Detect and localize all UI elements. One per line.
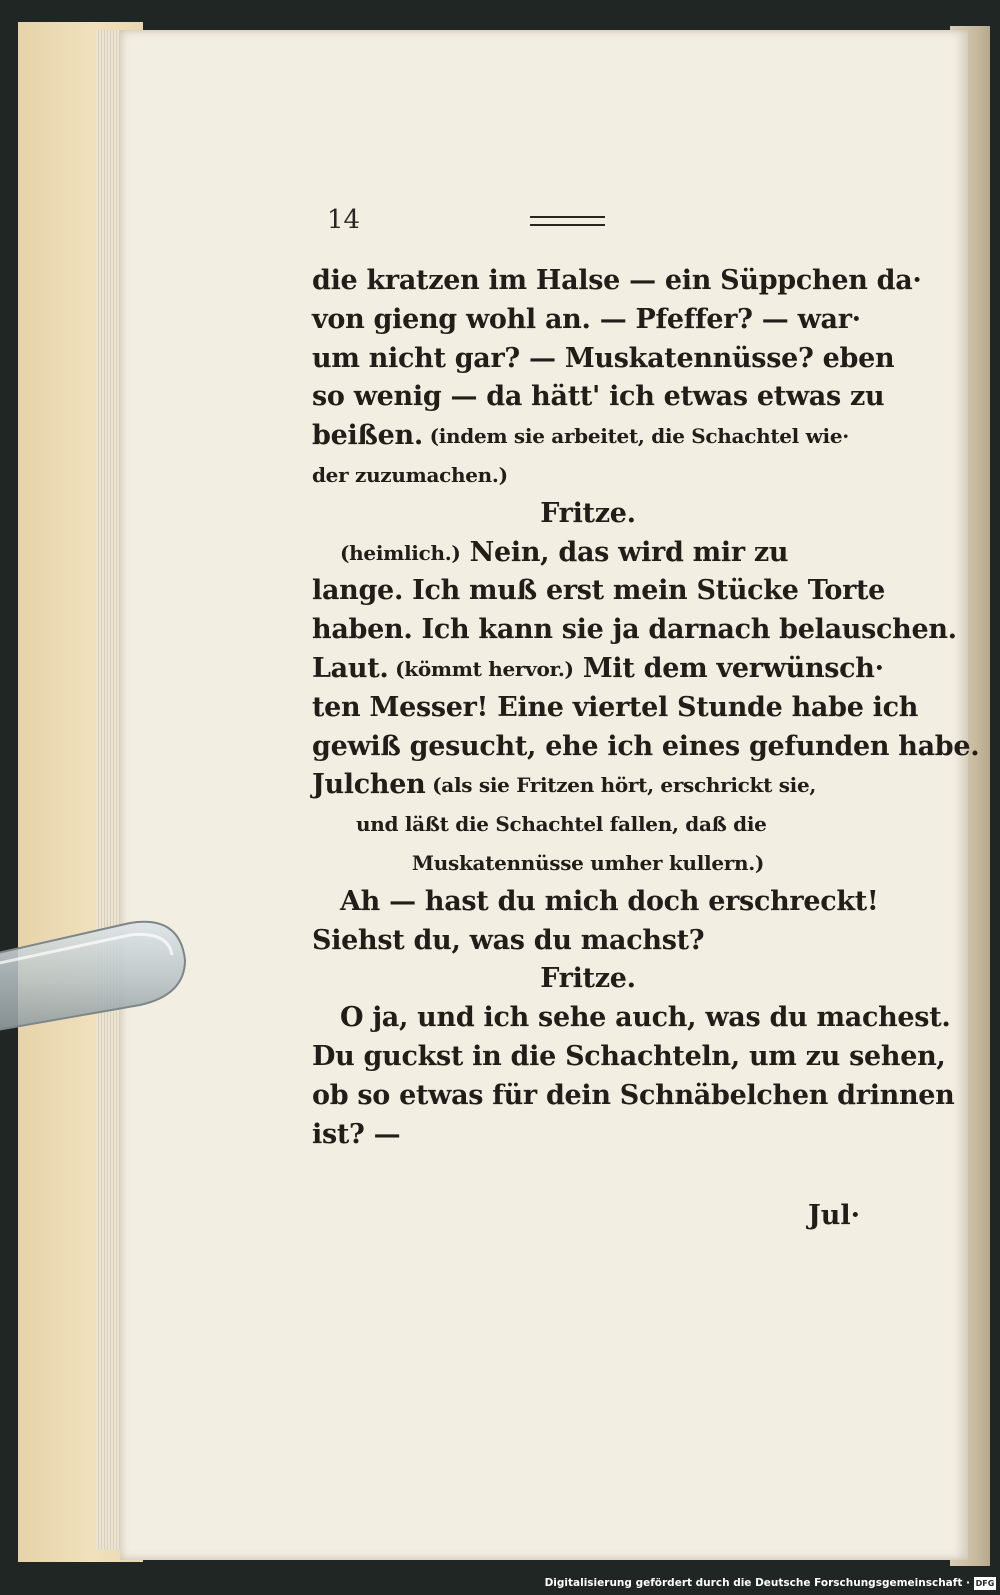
- dfg-logo: DFG: [975, 1579, 995, 1588]
- funding-credit: Digitalisierung gefördert durch die Deutsche Forschungsgemeinschaft ·: [544, 1577, 970, 1589]
- page-text: [312, 262, 980, 1154]
- stage-direction: (indem sie arbeitet, die Schachtel wie·: [422, 424, 849, 449]
- header-rule: [530, 216, 605, 226]
- text-line: die kratzen im Halse — ein Süppchen da·: [312, 265, 922, 296]
- glass-page-weight-icon: [0, 915, 195, 1035]
- text-line: [312, 844, 864, 883]
- text-line: um nicht gar? — Muskatennüsse? eben: [312, 342, 895, 374]
- speaker-heading: Fritze.: [540, 497, 636, 529]
- text-line: beißen. (indem sie arbeitet, die Schachtel wie·: [312, 417, 864, 456]
- text-line: Siehst du, was du machst?: [312, 924, 705, 956]
- stage-direction: und läßt die Schachtel fallen, daß die: [356, 812, 767, 837]
- footer-bar: [0, 1573, 1000, 1595]
- page-number: 14: [327, 205, 361, 235]
- stage-direction: (als sie Fritzen hört, erschrickt sie,: [425, 773, 817, 798]
- text-line: [312, 805, 864, 844]
- text-line: O ja, und ich sehe auch, was du machest.: [340, 1002, 951, 1034]
- catchword: Jul·: [807, 1200, 860, 1231]
- text-line: Ah — hast du mich doch erschreckt!: [340, 885, 879, 917]
- stage-direction: (kömmt hervor.): [388, 656, 574, 681]
- text-line: so wenig — da hätt' ich etwas etwas zu: [312, 381, 885, 413]
- text-line: ist? —: [312, 1118, 401, 1150]
- text-line: (heimlich.) Nein, das wird mir zu: [312, 534, 864, 573]
- text-line: ten Messer! Eine viertel Stunde habe ich: [312, 691, 919, 723]
- text-line: gewiß gesucht, ehe ich eines gefunden habe.: [312, 730, 980, 762]
- text-line: von gieng wohl an. — Pfeffer? — war·: [312, 303, 861, 335]
- text-line: lange. Ich muß erst mein Stücke Torte: [312, 575, 886, 607]
- stage-direction: der zuzumachen.): [312, 462, 508, 487]
- stage-direction: Muskatennüsse umher kullern.): [411, 850, 765, 875]
- text-line: Du guckst in die Schachteln, um zu sehen,: [312, 1040, 946, 1072]
- text-line: Julchen (als sie Fritzen hört, erschrickt sie,: [312, 766, 864, 805]
- text-line: ob so etwas für dein Schnäbelchen drinnen: [312, 1079, 955, 1111]
- text-line: haben. Ich kann sie ja darnach belauschen.: [312, 614, 957, 646]
- text-line: [312, 456, 864, 495]
- text-line: Laut. (kömmt hervor.) Mit dem verwünsch·: [312, 650, 864, 689]
- stage-direction: (heimlich.): [340, 540, 461, 565]
- speaker-heading: Fritze.: [540, 963, 636, 995]
